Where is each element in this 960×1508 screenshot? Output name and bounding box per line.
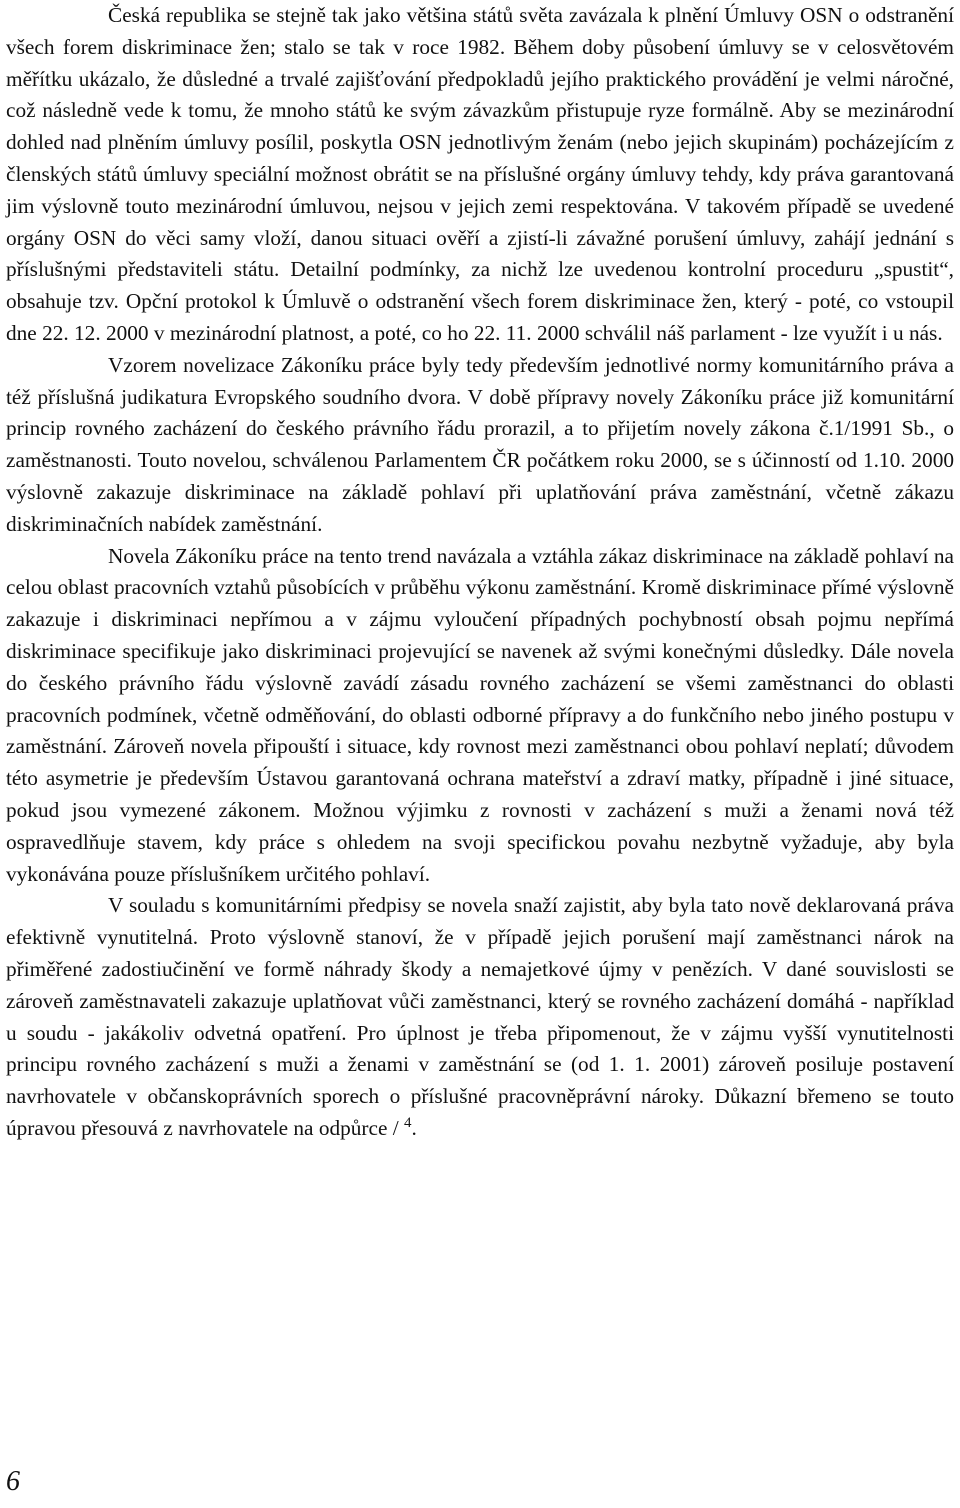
paragraph-4-ending: . (411, 1115, 417, 1140)
paragraph-2: Vzorem novelizace Zákoníku práce byly tedy především jednotlivé normy komunitárního práva a též příslušná judikatura Evropského soudního dvora. V době přípravy novely Zákoníku práce již komunitární princip rovného zacházení do českého právního řádu prorazil, a to přijetím novely zákona č.1/1991 Sb., o zaměstnanosti. Touto novelou, schválenou Parlamentem ČR počátkem roku 2000, se s účinností od 1.10. 2000 výslovně zakazuje diskriminace na základě pohlaví při uplatňování práva zaměstnání, včetně zákazu diskriminačních nabídek zaměstnání. (6, 352, 954, 536)
page-number: 6 (6, 1466, 20, 1497)
paragraph-4 (6, 890, 954, 1144)
paragraph-4-text: V souladu s komunitárními předpisy se novela snaží zajistit, aby byla tato nově deklarovaná práva efektivně vynutitelná. Proto výslovně stanoví, že v případě jejich porušení mají zaměstnanci nárok na přiměřené zadostiučinění ve formě náhrady škody a nemajetkové újmy v penězích. V dané souvislosti se zároveň zaměstnavateli zakazuje uplatňovat vůči zaměstnanci, který se rovného zacházení domáhá - například u soudu - jakákoliv odvetná opatření. Pro úplnost je třeba připomenout, že v zájmu vyšší vynutitelnosti principu rovného zacházení s muži a ženami v zaměstnání se (od 1. 1. 2001) zároveň posiluje postavení navrhovatele v občanskoprávních sporech o příslušné pracovněprávní nároky. Důkazní břemeno se touto úpravou přesouvá z navrhovatele na odpůrce / (6, 893, 954, 1140)
body-text (6, 0, 954, 1145)
footnote-reference: 4 (403, 1114, 412, 1131)
paragraph-3: Novela Zákoníku práce na tento trend navázala a vztáhla zákaz diskriminace na základě pohlaví na celou oblast pracovních vztahů působících v průběhu výkonu zaměstnání. Kromě diskriminace přímé výslovně zakazuje i diskriminaci nepřímou a v zájmu vyloučení případných pochybností obsah pojmu nepřímá diskriminace specifikuje jako diskriminaci projevující se navenek až svými konečnými důsledky. Dále novela do českého právního řádu výslovně zavádí zásadu rovného zacházení se všemi zaměstnanci do oblasti pracovních podmínek, včetně odměňování, do oblasti odborné přípravy a do funkčního nebo jiného postupu v zaměstnání. Zároveň novela připouští i situace, kdy rovnost mezi zaměstnanci obou pohlaví neplatí; důvodem této asymetrie je především Ústavou garantovaná ochrana mateřství a zdraví matky, případně i jiné situace, pokud jsou vymezené zákonem. Možnou výjimku z rovnosti v zacházení s muži a ženami nová též ospravedlňuje stavem, kdy práce s ohledem na svoji specifickou povahu nezbytně vyžaduje, aby byla vykonávána pouze příslušníkem určitého pohlaví. (6, 543, 954, 886)
paragraph-1: Česká republika se stejně tak jako většina států světa zavázala k plnění Úmluvy OSN o odstranění všech forem diskriminace žen; stalo se tak v roce 1982. Během doby působení úmluvy se v celosvětovém měřítku ukázalo, že důsledné a trvalé zajišťování předpokladů jejího praktického provádění je velmi náročné, což následně vede k tomu, že mnoho států ke svým závazkům přistupuje ryze formálně. Aby se mezinárodní dohled nad plněním úmluvy posílil, poskytla OSN jednotlivým ženám (nebo jejich skupinám) pocházejícím z členských států úmluvy speciální možnost obrátit se na příslušné orgány úmluvy tehdy, kdy práva garantovaná jim výslovně touto mezinárodní úmluvou, nejsou v jejich zemi respektována. V takovém případě se uvedené orgány OSN do věci samy vloží, danou situaci ověří a zjistí-li závažné porušení úmluvy, zahájí jednání s příslušnými představiteli státu. Detailní podmínky, za nichž lze uvedenou kontrolní proceduru „spustit“, obsahuje tzv. Opční protokol k Úmluvě o odstranění všech forem diskriminace žen, který - poté, co vstoupil dne 22. 12. 2000 v mezinárodní platnost, a poté, co ho 22. 11. 2000 schválil náš parlament - lze využít i u nás. (6, 3, 954, 345)
